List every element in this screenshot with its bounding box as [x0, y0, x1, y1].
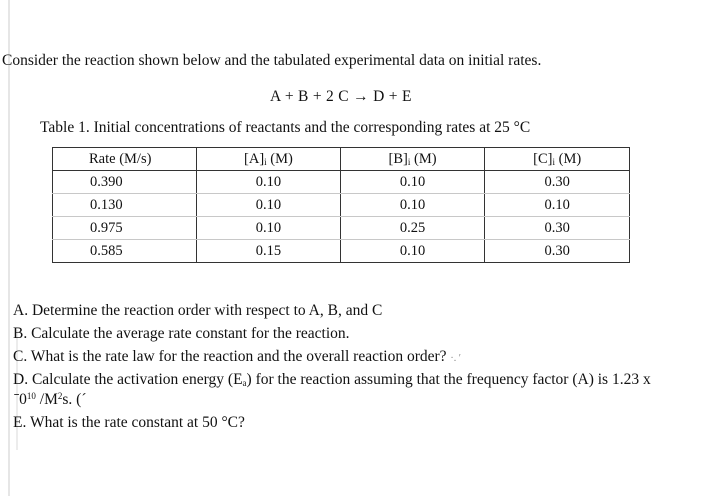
- rates-table: [52, 147, 630, 263]
- cell-a: 0.10: [197, 171, 341, 194]
- table-caption: Table 1. Initial concentrations of reactants and the corresponding rates at 25 °C: [40, 119, 531, 136]
- header-rate: Rate (M/s): [53, 148, 197, 171]
- cell-rate: 0.390: [53, 171, 197, 194]
- cell-b: 0.25: [340, 217, 485, 240]
- table-row: [53, 240, 630, 263]
- margin-rule: [8, 0, 10, 496]
- question-b: B. Calculate the average rate constant for the reaction.: [13, 325, 350, 342]
- question-e: E. What is the rate constant at 50 °C?: [13, 414, 245, 431]
- table-row: [53, 171, 630, 194]
- cell-rate: 0.975: [53, 217, 197, 240]
- header-a: $[A]_i$ (M): [197, 148, 341, 171]
- cell-b: 0.10: [340, 171, 485, 194]
- table-row: [53, 194, 630, 217]
- table-header-row: [53, 148, 630, 171]
- header-b: $[B]_i$ (M): [340, 148, 485, 171]
- cell-b: 0.10: [340, 194, 485, 217]
- cell-a: 0.10: [197, 217, 341, 240]
- cell-b: 0.10: [340, 240, 485, 263]
- header-c: $[C]_i$ (M): [485, 148, 630, 171]
- question-d-line1: D. Calculate the activation energy $(E_a)$ for the reaction assuming that the frequency factor (A) is 1.23 x: [13, 371, 651, 388]
- table-row: [53, 217, 630, 240]
- reaction-equation: A + B + 2 C → D + E: [270, 88, 412, 105]
- cell-a: 0.15: [197, 240, 341, 263]
- cell-c: 0.30: [485, 240, 630, 263]
- cell-rate: 0.130: [53, 194, 197, 217]
- cell-rate: 0.585: [53, 240, 197, 263]
- cell-c: 0.30: [485, 171, 630, 194]
- cell-c: 0.30: [485, 217, 630, 240]
- cell-c: 0.10: [485, 194, 630, 217]
- question-d-line2: $ˉ0^{10}$ $/M^2s$. (ˊ: [14, 391, 87, 408]
- question-c: C. What is the rate law for the reaction and the overall reaction order? ·. ′: [13, 348, 461, 365]
- stray-marks: ·. ′: [450, 353, 461, 364]
- cell-a: 0.10: [197, 194, 341, 217]
- intro-text: Consider the reaction shown below and the tabulated experimental data on initial rates.: [2, 52, 542, 69]
- question-a: A. Determine the reaction order with respect to A, B, and C: [13, 302, 383, 319]
